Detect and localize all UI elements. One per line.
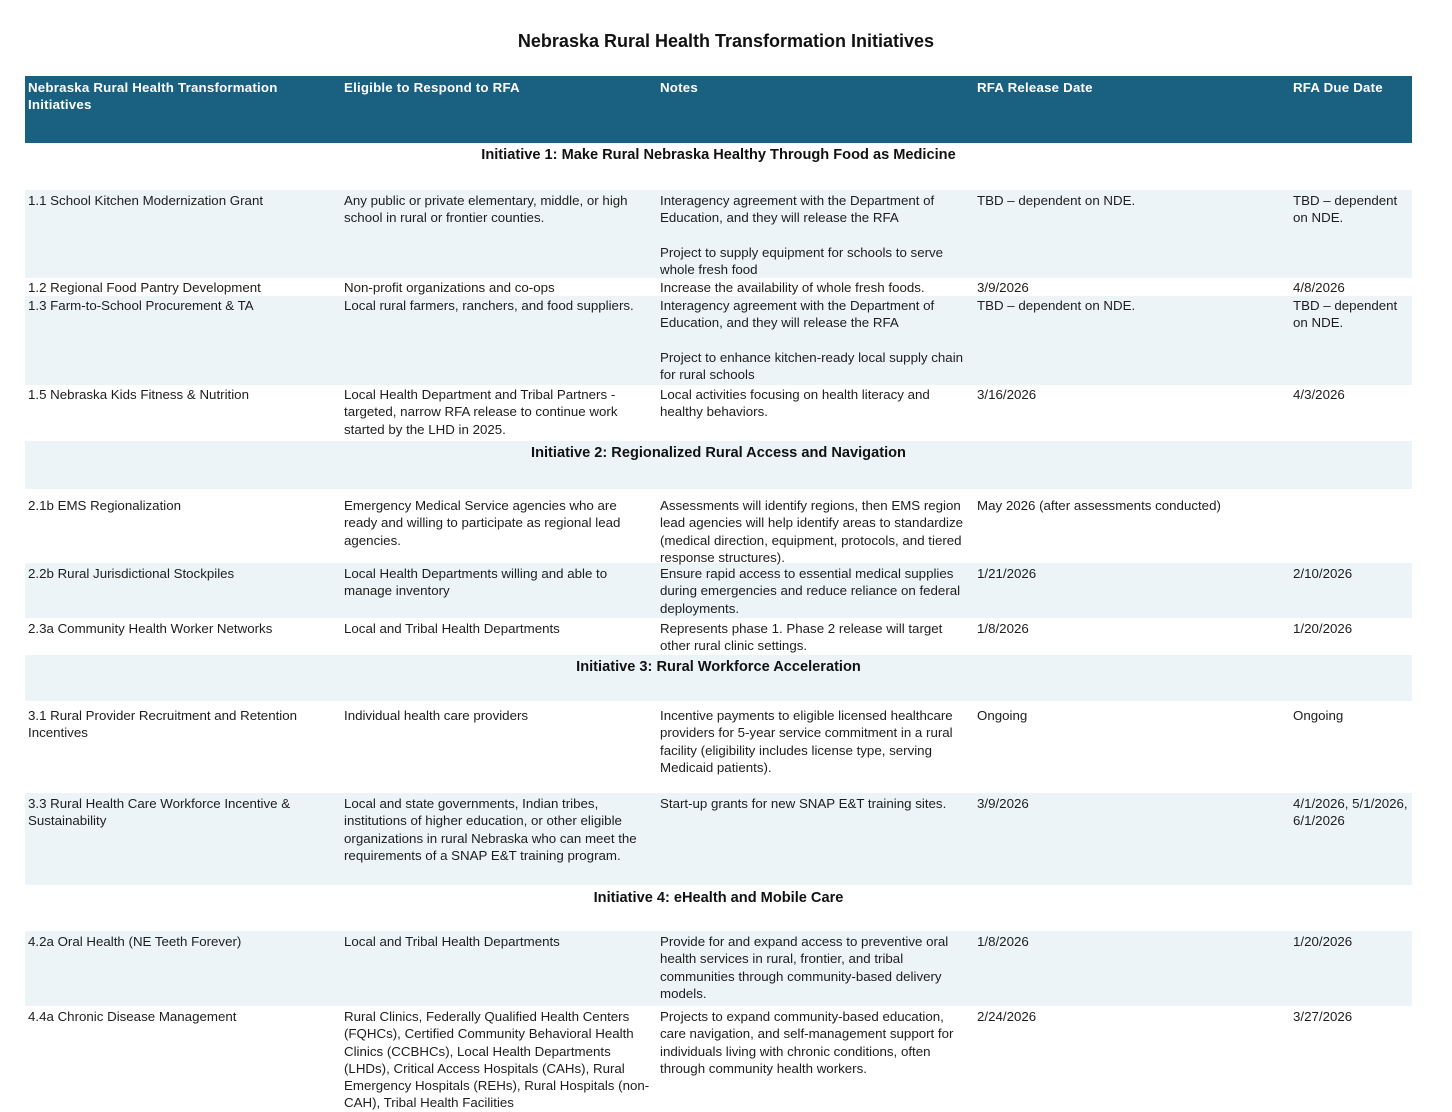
due-date-cell: TBD – dependent on NDE. [1293, 298, 1398, 331]
column-header-eligible: Eligible to Respond to RFA [344, 80, 520, 95]
release-date-cell: 1/21/2026 [977, 566, 1037, 581]
notes-cell: Assessments will identify regions, then EMS region lead agencies will help identify areas to standardize (medical direction, equipment, protocols, and tiered response structures). [660, 498, 964, 565]
initiative-name-cell: 2.1b EMS Regionalization [28, 498, 182, 513]
initiative-name-cell: 4.4a Chronic Disease Management [28, 1009, 237, 1024]
notes-cell: Incentive payments to eligible licensed healthcare providers for 5-year service commitment in a rural facility (eligibility includes license type, serving Medicaid patients). [660, 708, 953, 775]
eligible-cell: Local Health Department and Tribal Partners - targeted, narrow RFA release to continue work started by the LHD in 2025. [344, 387, 618, 437]
section-heading-initiative-1: Initiative 1: Make Rural Nebraska Healthy Through Food as Medicine [481, 147, 956, 163]
initiative-name-cell: 3.3 Rural Health Care Workforce Incentive & Sustainability [28, 796, 291, 829]
eligible-cell: Local rural farmers, ranchers, and food suppliers. [344, 298, 634, 313]
table-row [25, 793, 1412, 885]
notes-cell: Ensure rapid access to essential medical supplies during emergencies and reduce reliance on federal deployments. [660, 566, 961, 616]
initiative-name-cell: 1.1 School Kitchen Modernization Grant [28, 193, 264, 208]
notes-paragraph: Project to supply equipment for schools to serve whole fresh food [660, 244, 944, 278]
initiatives-table [25, 76, 1412, 1111]
initiative-name-cell: 4.2a Oral Health (NE Teeth Forever) [28, 934, 242, 949]
section-heading-initiative-3: Initiative 3: Rural Workforce Acceleration [25, 655, 1412, 701]
eligible-cell: Emergency Medical Service agencies who are ready and willing to participate as regional lead agencies. [344, 498, 621, 548]
release-date-cell: 3/9/2026 [977, 796, 1029, 811]
due-date-cell: 1/20/2026 [1293, 621, 1353, 636]
section-heading-initiative-4: Initiative 4: eHealth and Mobile Care [593, 890, 844, 906]
table-row [25, 931, 1412, 1006]
release-date-cell: TBD – dependent on NDE. [977, 298, 1136, 313]
notes-paragraph: Project to enhance kitchen-ready local supply chain for rural schools [660, 349, 964, 383]
initiative-name-cell: 1.3 Farm-to-School Procurement & TA [28, 298, 254, 313]
initiative-name-cell: 1.2 Regional Food Pantry Development [28, 280, 261, 295]
column-header-due-date: RFA Due Date [1293, 80, 1383, 95]
due-date-cell: 1/20/2026 [1293, 934, 1353, 949]
notes-cell: Local activities focusing on health literacy and healthy behaviors. [660, 387, 930, 420]
eligible-cell: Non-profit organizations and co-ops [344, 280, 555, 295]
initiative-name-cell: 3.1 Rural Provider Recruitment and Retention Incentives [28, 708, 298, 741]
release-date-cell: 1/8/2026 [977, 934, 1029, 949]
release-date-cell: 3/16/2026 [977, 387, 1037, 402]
notes-cell: Represents phase 1. Phase 2 release will target other rural clinic settings. [660, 621, 943, 654]
initiative-name-cell: 1.5 Nebraska Kids Fitness & Nutrition [28, 387, 249, 402]
notes-cell [657, 297, 974, 385]
notes-cell: Start-up grants for new SNAP E&T training sites. [660, 796, 947, 811]
eligible-cell: Local and Tribal Health Departments [344, 621, 560, 636]
notes-paragraph: Interagency agreement with the Department of Education, and they will release the RFA [660, 193, 935, 226]
eligible-cell: Local and state governments, Indian tribes, institutions of higher education, or other eligible organizations in rural Nebraska who can meet the requirements of a SNAP E&T training program. [344, 796, 637, 863]
due-date-cell: 2/10/2026 [1293, 566, 1353, 581]
due-date-cell: 3/27/2026 [1293, 1009, 1353, 1024]
eligible-cell: Any public or private elementary, middle, or high school in rural or frontier counties. [344, 193, 628, 226]
table-row [25, 701, 1412, 793]
initiative-name-cell: 2.2b Rural Jurisdictional Stockpiles [28, 566, 235, 581]
eligible-cell: Local and Tribal Health Departments [344, 934, 560, 949]
notes-cell: Provide for and expand access to preventive oral health services in rural, frontier, and tribal communities through community-based delivery models. [660, 934, 949, 1001]
due-date-cell: TBD – dependent on NDE. [1293, 193, 1398, 226]
release-date-cell: May 2026 (after assessments conducted) [977, 498, 1221, 513]
column-header-notes: Notes [660, 80, 698, 95]
table-row [25, 618, 1412, 655]
release-date-cell: Ongoing [977, 708, 1028, 723]
eligible-cell: Local Health Departments willing and able to manage inventory [344, 566, 608, 599]
due-date-cell: Ongoing [1293, 708, 1344, 723]
release-date-cell: 3/9/2026 [977, 280, 1029, 295]
notes-cell: Projects to expand community-based education, care navigation, and self-management support for individuals living with chronic conditions, often through community health workers. [660, 1009, 954, 1076]
table-row [25, 385, 1412, 441]
table-row [25, 563, 1412, 618]
release-date-cell: 1/8/2026 [977, 621, 1029, 636]
notes-cell [657, 192, 974, 278]
column-header-initiative: Nebraska Rural Health Transformation Initiatives [28, 80, 278, 112]
section-heading-initiative-2: Initiative 2: Regionalized Rural Access and Navigation [25, 441, 1412, 489]
due-date-cell: 4/3/2026 [1293, 387, 1345, 402]
table-header-row [25, 76, 1412, 143]
page-title: Nebraska Rural Health Transformation Initiatives [517, 31, 935, 51]
table-row [25, 190, 1412, 278]
column-header-release-date: RFA Release Date [977, 80, 1093, 95]
release-date-cell: TBD – dependent on NDE. [977, 193, 1136, 208]
table-row [25, 296, 1412, 385]
due-date-cell: 4/1/2026, 5/1/2026, 6/1/2026 [1293, 796, 1408, 829]
initiative-name-cell: 2.3a Community Health Worker Networks [28, 621, 273, 636]
table-row [25, 278, 1412, 296]
due-date-cell: 4/8/2026 [1293, 280, 1345, 295]
notes-cell: Increase the availability of whole fresh foods. [660, 280, 925, 295]
eligible-cell: Individual health care providers [344, 708, 529, 723]
release-date-cell: 2/24/2026 [977, 1009, 1037, 1024]
eligible-cell: Rural Clinics, Federally Qualified Health Centers (FQHCs), Certified Community Behavioral Health Clinics (CCBHCs), Local Health Departments (LHDs), Critical Access Hospitals (CAHs), Rural Emergency Hospitals (REHs), Rural Hospitals (non-CAH), Tribal Health Facilities [344, 1009, 650, 1111]
table-row [25, 489, 1412, 563]
table-row [25, 1006, 1412, 1111]
notes-paragraph: Interagency agreement with the Department of Education, and they will release the RFA [660, 298, 935, 331]
